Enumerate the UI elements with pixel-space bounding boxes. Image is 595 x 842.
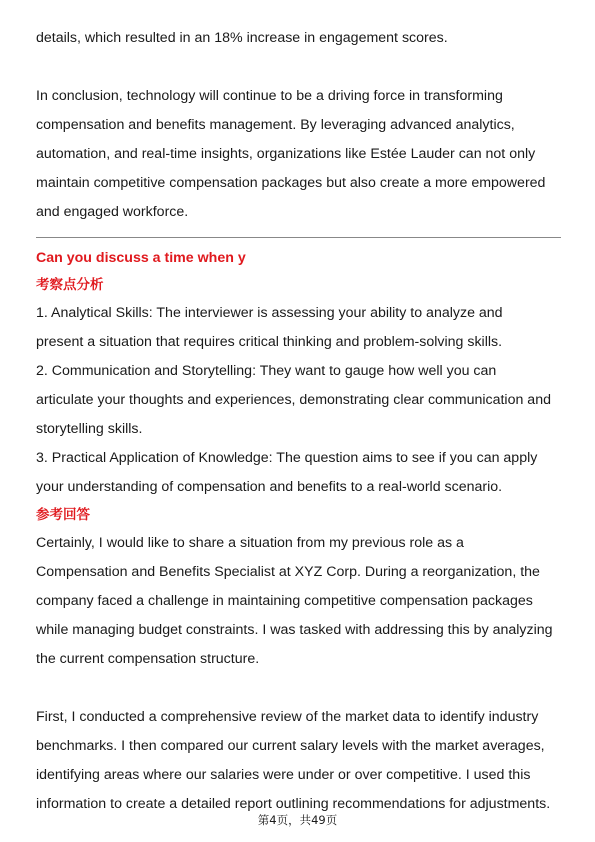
answer-line: while managing budget constraints. I was tasked with addressing this by analyzing	[36, 622, 553, 638]
analysis-line: 2. Communication and Storytelling: They want to gauge how well you can	[36, 363, 497, 379]
page-footer: 第4页，共49页	[257, 813, 338, 827]
analysis-line: articulate your thoughts and experiences, demonstrating clear communication and	[36, 392, 551, 408]
intro-line: details, which resulted in an 18% increase in engagement scores.	[36, 30, 448, 46]
analysis-line: storytelling skills.	[36, 421, 143, 437]
answer-line: identifying areas where our salaries were under or over competitive. I used this	[36, 767, 531, 783]
answer-line: information to create a detailed report outlining recommendations for adjustments.	[36, 796, 551, 812]
conclusion-line: and engaged workforce.	[36, 204, 189, 220]
paragraph-gap	[36, 53, 561, 82]
conclusion-line: compensation and benefits management. By leveraging advanced analytics,	[36, 117, 515, 133]
answer-line: First, I conducted a comprehensive review of the market data to identify industry	[36, 709, 539, 725]
answer-paragraph-2	[36, 703, 561, 819]
analysis-line: present a situation that requires critical thinking and problem-solving skills.	[36, 334, 503, 350]
answer-heading: 参考回答	[36, 507, 90, 523]
answer-line: Certainly, I would like to share a situation from my previous role as a	[36, 535, 464, 551]
document-page	[36, 24, 561, 819]
question-title: Can you discuss a time when y	[36, 250, 246, 266]
conclusion-line: automation, and real-time insights, organizations like Estée Lauder can not only	[36, 146, 536, 162]
conclusion-line: In conclusion, technology will continue to be a driving force in transforming	[36, 88, 503, 104]
answer-line: company faced a challenge in maintaining competitive compensation packages	[36, 593, 533, 609]
conclusion-paragraph	[36, 82, 561, 227]
conclusion-line: maintain competitive compensation packages but also create a more empowered	[36, 175, 546, 191]
section-divider	[36, 237, 561, 238]
paragraph-gap	[36, 674, 561, 703]
answer-line: the current compensation structure.	[36, 651, 260, 667]
analysis-line: 3. Practical Application of Knowledge: The question aims to see if you can apply	[36, 450, 538, 466]
answer-line: Compensation and Benefits Specialist at XYZ Corp. During a reorganization, the	[36, 564, 540, 580]
analysis-line: 1. Analytical Skills: The interviewer is assessing your ability to analyze and	[36, 305, 503, 321]
answer-line: benchmarks. I then compared our current salary levels with the market averages,	[36, 738, 545, 754]
analysis-list	[36, 299, 561, 502]
analysis-heading: 考察点分析	[36, 277, 104, 293]
answer-paragraph-1	[36, 529, 561, 674]
analysis-line: your understanding of compensation and benefits to a real-world scenario.	[36, 479, 503, 495]
